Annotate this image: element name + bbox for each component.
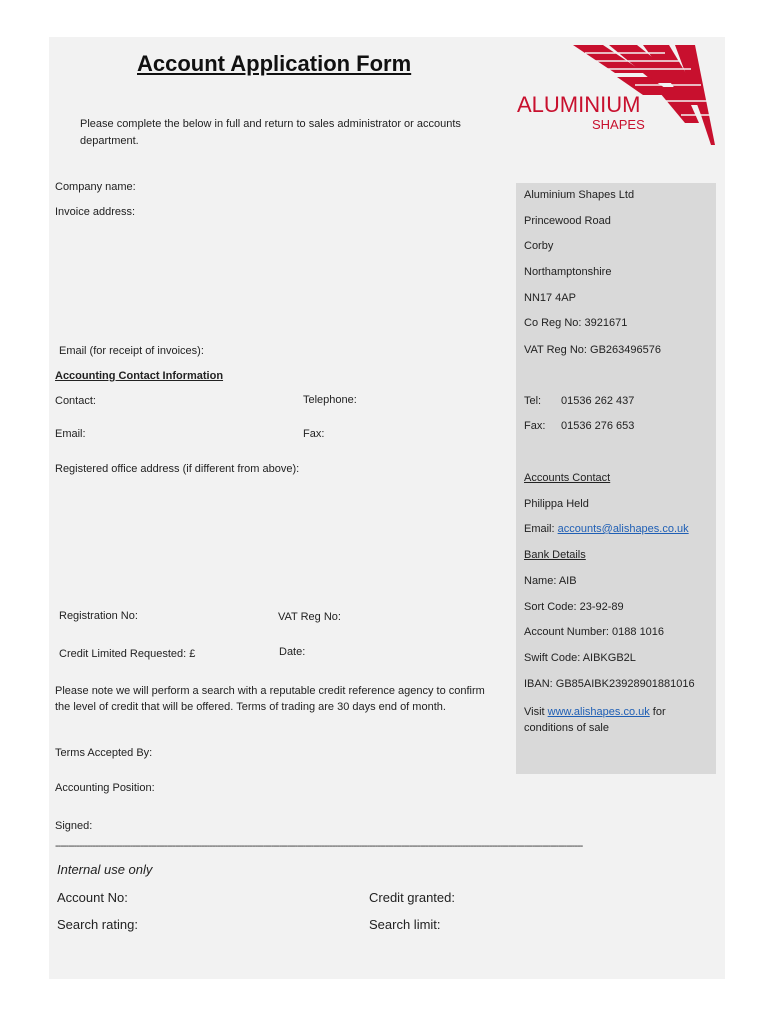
email-label: Email: — [55, 428, 86, 440]
fax-label: Fax: — [303, 428, 325, 440]
form-page — [49, 37, 725, 979]
registered-office-label: Registered office address (if different from above): — [55, 463, 300, 475]
logo-word-aluminium: ALUMINIUM — [517, 92, 641, 117]
company-name: Aluminium Shapes Ltd — [524, 189, 635, 201]
logo-word-shapes: SHAPES — [592, 117, 645, 132]
email-prefix: Email: — [524, 523, 558, 535]
vat-reg-no-label: VAT Reg No: — [278, 611, 341, 623]
company-info-panel — [516, 183, 716, 774]
fax-label-panel: Fax: — [524, 420, 546, 432]
bank-name: Name: AIB — [524, 575, 577, 587]
credit-check-notice: Please note we will perform a search with a reputable credit reference agency to confirm the level of credit that will be offered. Terms of trading are 30 days end of month. — [55, 685, 485, 713]
account-no-label: Account No: — [57, 890, 128, 905]
credit-limit-label: Credit Limited Requested: £ — [59, 648, 196, 660]
credit-granted-label: Credit granted: — [369, 890, 455, 905]
bank-details-heading: Bank Details — [524, 549, 586, 561]
accounts-email-line — [524, 523, 689, 535]
internal-use-heading: Internal use only — [57, 862, 153, 877]
accounts-contact-heading: Accounts Contact — [524, 472, 611, 484]
telephone-label: Telephone: — [303, 394, 357, 406]
company-address-line3: Northamptonshire — [524, 266, 612, 278]
registration-no-label: Registration No: — [59, 610, 138, 622]
signed-label: Signed: — [55, 820, 93, 832]
sort-code: Sort Code: 23-92-89 — [524, 601, 624, 613]
company-address-line2: Corby — [524, 240, 554, 252]
company-address-line1: Princewood Road — [524, 215, 611, 227]
contact-label: Contact: — [55, 395, 96, 407]
company-telephone: 01536 262 437 — [561, 395, 635, 407]
search-rating-label: Search rating: — [57, 917, 138, 932]
account-number: Account Number: 0188 1016 — [524, 626, 665, 638]
accounting-contact-heading: Accounting Contact Information — [55, 370, 224, 382]
invoice-address-label: Invoice address: — [55, 206, 136, 218]
accounts-contact-name: Philippa Held — [524, 498, 589, 510]
terms-accepted-label: Terms Accepted By: — [55, 747, 153, 759]
form-title: Account Application Form — [137, 51, 412, 76]
company-name-label: Company name: — [55, 181, 136, 193]
accounts-email-link[interactable]: accounts@alishapes.co.uk — [557, 523, 689, 535]
aluminium-shapes-logo — [515, 45, 716, 145]
tel-label: Tel: — [524, 395, 542, 407]
email-invoices-label: Email (for receipt of invoices): — [59, 345, 204, 357]
iban: IBAN: GB85AIBK23928901881016 — [524, 678, 695, 690]
website-link[interactable]: www.alishapes.co.uk — [547, 706, 650, 718]
visit-website-line — [524, 704, 704, 736]
company-fax: 01536 276 653 — [561, 420, 635, 432]
company-postcode: NN17 4AP — [524, 292, 576, 304]
visit-suffix: for conditions of sale — [524, 706, 666, 734]
swift-code: Swift Code: AIBKGB2L — [524, 652, 636, 664]
dashed-divider: ------------------------------------------------------------------------------------------------------------------------------------------------------------------------------------------------------ — [55, 840, 583, 852]
visit-prefix: Visit — [524, 706, 548, 718]
company-reg-no: Co Reg No: 3921671 — [524, 317, 628, 329]
search-limit-label: Search limit: — [369, 917, 441, 932]
date-label: Date: — [279, 646, 306, 658]
company-vat-reg: VAT Reg No: GB263496576 — [524, 344, 661, 356]
accounting-position-label: Accounting Position: — [55, 782, 155, 794]
form-intro: Please complete the below in full and return to sales administrator or accounts department. — [80, 118, 461, 147]
